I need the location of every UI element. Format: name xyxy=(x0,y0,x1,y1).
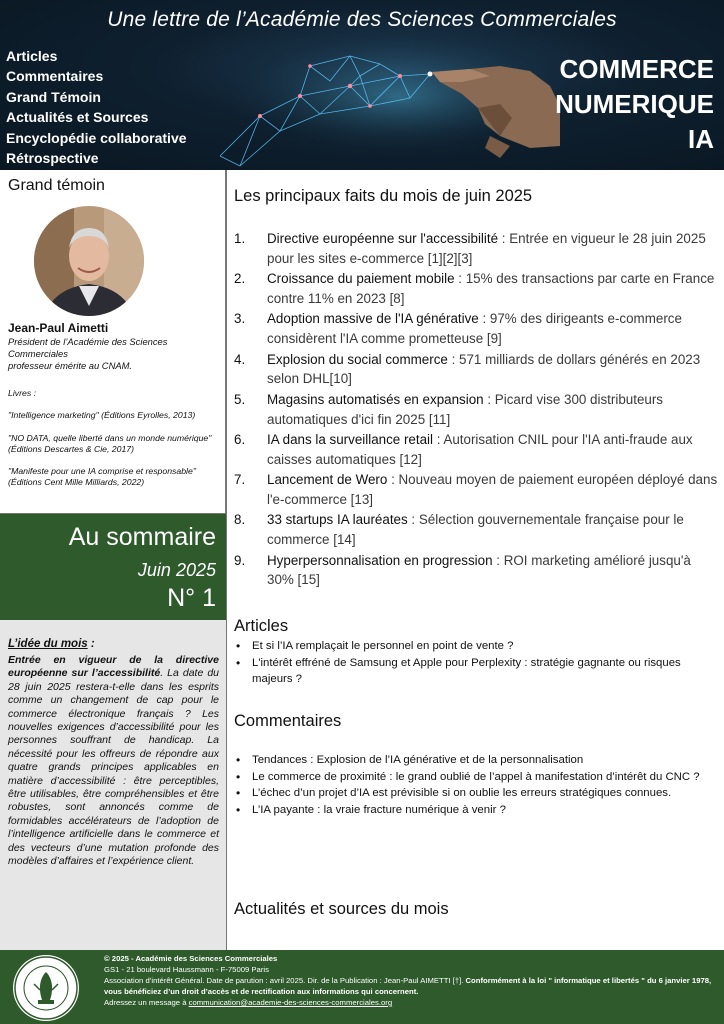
grand-temoin-books xyxy=(8,377,220,500)
commentaires-title: Commentaires xyxy=(234,712,342,730)
issue-number: N° 1 xyxy=(167,584,216,612)
book-item: "Intelligence marketing" (Éditions Eyrolles, 2013) xyxy=(8,410,196,421)
facts-title: Les principaux faits du mois de juin 2025 xyxy=(234,187,533,205)
footer-legal xyxy=(104,975,716,997)
grand-temoin-label: Grand témoin xyxy=(8,177,105,194)
footer-copyright: © 2025 - Académie des Sciences Commerciales xyxy=(104,954,278,963)
fact-key: Hyperpersonnalisation en progression xyxy=(267,552,493,568)
fact-number: 5. xyxy=(234,391,246,407)
idee-text: . La date du 28 juin 2025 restera-t-elle dans les esprits comme un changement de cap pour le commerce électronique français ? Les nouvelles exigences d’accessibilité pour les personnes souffrant de handicap. La nécessité pour les offreurs de répondre aux quatre grands principes applicables en matière d’accessibilité : être perceptibles, être utilisables, être compréhensibles et être robustes, sont annoncés comme de formidables accélérateurs de l’adoption de l’intelligence artificielle dans le commerce et des vecteurs d’une mutation profonde des modèles d’affaires et l’expérience client. xyxy=(8,667,219,868)
commentaires-list xyxy=(234,752,718,818)
fact-key: 33 startups IA lauréates xyxy=(267,512,408,528)
fact-desc: : Autorisation CNIL pour l'IA anti-fraude aux caisses automatiques [12] xyxy=(267,431,693,467)
commentaire-link[interactable]: • L’échec d’un projet d’IA est prévisible si on oublie les erreurs stratégiques connues. xyxy=(234,785,718,802)
sommaire-panel xyxy=(0,514,226,620)
fact-item[interactable] xyxy=(234,430,718,470)
brand-line-2: NUMERIQUE xyxy=(555,89,714,119)
nav-grand-temoin[interactable]: Grand Témoin xyxy=(6,88,101,105)
nav-actualites-sources[interactable]: Actualités et Sources xyxy=(6,109,149,126)
fact-item[interactable] xyxy=(234,229,718,269)
fact-item[interactable] xyxy=(234,269,718,309)
fact-number: 6. xyxy=(234,431,246,447)
fact-item[interactable] xyxy=(234,551,718,591)
books-label: Livres : xyxy=(8,387,37,398)
fact-number: 3. xyxy=(234,311,246,327)
fact-desc: : Nouveau moyen de paiement européen déployé dans l'e-commerce [13] xyxy=(267,472,718,507)
footer xyxy=(0,950,724,1024)
idee-title: L’idée du mois xyxy=(8,638,88,650)
commentaire-link[interactable]: • L’IA payante : la vraie fracture numérique à venir ? xyxy=(234,802,718,819)
footer-legal-b: Conformément à la loi " informatique et libertés " du 6 janvier 1978, vous bénéficiez d’un droit d’accès et de rectification aux informations qui concernent. xyxy=(104,976,712,996)
article-link[interactable]: • Et si l’IA remplaçait le personnel en point de vente ? xyxy=(234,638,718,655)
fact-key: Lancement de Wero xyxy=(267,472,388,488)
facts-list xyxy=(234,229,718,591)
fact-key: Magasins automatisés en expansion xyxy=(267,391,484,407)
contact-prefix: Adressez un message à xyxy=(104,998,189,1007)
article-link[interactable]: • L'intérêt effréné de Samsung et Apple pour Perplexity : stratégie gagnante ou risques majeurs ? xyxy=(234,655,718,688)
fact-item[interactable] xyxy=(234,350,718,390)
fact-desc: : 97% des dirigeants e-commerce considèrent l'IA comme prometteuse [9] xyxy=(267,311,682,347)
footer-address: GS1 - 21 boulevard Haussmann - F-75009 Paris xyxy=(104,965,269,974)
fact-number: 4. xyxy=(234,351,246,367)
grand-temoin-role-2: professeur émérite au CNAM. xyxy=(8,360,133,372)
portrait-photo xyxy=(34,206,144,316)
fact-number: 8. xyxy=(234,512,246,528)
articles-title: Articles xyxy=(234,617,289,635)
brand-line-1: COMMERCE xyxy=(559,54,714,84)
newsletter-title: Une lettre de l’Académie des Sciences Commerciales xyxy=(107,8,617,31)
sommaire-date: Juin 2025 xyxy=(137,560,216,580)
nav-commentaires[interactable]: Commentaires xyxy=(6,68,104,85)
brand-block xyxy=(555,52,714,157)
footer-text xyxy=(104,953,716,1008)
fact-desc: : ROI marketing amélioré jusqu'à 30% [15] xyxy=(267,552,691,588)
academy-seal xyxy=(12,954,80,1022)
grand-temoin-name: Jean-Paul Aimetti xyxy=(8,321,109,335)
contact-email-link[interactable]: communication@academie-des-sciences-commerciales.org xyxy=(188,998,393,1007)
book-item: "Manifeste pour une IA comprise et responsable" (Éditions Cent Mille Milliards, 2022) xyxy=(8,466,196,488)
fact-key: Explosion du social commerce xyxy=(267,351,448,367)
fact-item[interactable] xyxy=(234,470,718,510)
fact-desc: : Picard vise 300 distributeurs automatiques d'ici fin 2025 [11] xyxy=(267,391,663,427)
left-column xyxy=(0,170,226,950)
fact-desc: : Entrée en vigueur le 28 juin 2025 pour les sites e-commerce [1][2][3] xyxy=(267,231,706,266)
brand-line-3: IA xyxy=(688,124,714,154)
grand-temoin-role: Président de l’Académie des Sciences Commerciales xyxy=(8,336,168,360)
header-banner xyxy=(0,0,724,170)
fact-number: 2. xyxy=(234,271,246,287)
nav-encyclopedie[interactable]: Encyclopédie collaborative xyxy=(6,129,187,146)
column-divider xyxy=(226,170,227,950)
fact-desc: : 571 milliards de dollars générés en 2023 selon DHL[10] xyxy=(267,351,701,387)
actualites-title: Actualités et sources du mois xyxy=(234,900,449,918)
grand-temoin-panel xyxy=(0,170,226,514)
footer-legal-a: Association d’intérêt Général. Date de parution : avril 2025. Dir. de la Publication : Jean-Paul AIMETTI [†]. xyxy=(104,976,466,985)
idee-colon: : xyxy=(87,638,95,650)
main-content xyxy=(234,170,718,950)
fact-desc: : 15% des transactions par carte en France contre 11% en 2023 [8] xyxy=(267,271,715,306)
idee-du-mois-panel xyxy=(0,620,226,950)
fact-key: IA dans la surveillance retail xyxy=(267,431,433,447)
commentaire-link[interactable]: • Le commerce de proximité : le grand oublié de l’appel à manifestation d’intérêt du CNC ? xyxy=(234,769,718,786)
fact-number: 7. xyxy=(234,472,246,488)
header-nav xyxy=(6,46,187,168)
fact-key: Directive européenne sur l'accessibilité xyxy=(267,231,499,246)
commentaire-link[interactable]: • Tendances : Explosion de l’IA générative et de la personnalisation xyxy=(234,752,718,769)
fact-desc: : Sélection gouvernementale française pour le commerce [14] xyxy=(267,512,684,548)
nav-articles[interactable]: Articles xyxy=(6,48,58,64)
fact-item[interactable] xyxy=(234,309,718,349)
fact-item[interactable] xyxy=(234,510,718,550)
fact-key: Adoption massive de l'IA générative xyxy=(267,311,479,327)
fact-item[interactable] xyxy=(234,390,718,430)
robot-human-hand-illustration xyxy=(200,36,560,170)
nav-retrospective[interactable]: Rétrospective xyxy=(6,150,99,167)
idee-body xyxy=(8,654,219,869)
idee-lead: Entrée en vigueur de la directive européenne sur l’accessibilité xyxy=(8,654,219,680)
fact-number: 9. xyxy=(234,552,246,568)
book-item: "NO DATA, quelle liberté dans un monde numérique" (Éditions Descartes & Cie, 2017) xyxy=(8,432,212,454)
footer-contact xyxy=(104,997,716,1008)
grand-temoin-bio xyxy=(8,336,220,500)
sommaire-title: Au sommaire xyxy=(68,523,216,551)
articles-list xyxy=(234,638,718,688)
fact-number: 1. xyxy=(234,231,246,246)
fact-key: Croissance du paiement mobile xyxy=(267,271,455,287)
